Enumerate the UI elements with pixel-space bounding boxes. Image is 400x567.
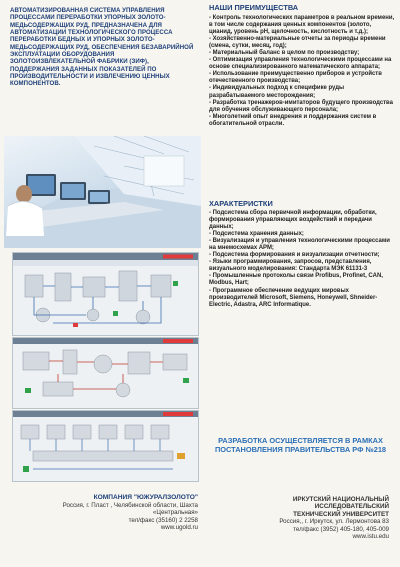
government-decree-note: РАЗРАБОТКА ОСУЩЕСТВЛЯЕТСЯ В РАМКАХ ПОСТАНОВЛЕНИЯ ПРАВИТЕЛЬСТВА РФ №218 bbox=[214, 436, 387, 454]
advantage-item: - Контроль технологических параметров в реальном времени, в том числе содержания ценных компонентов (золото, цианид, уровень pH, щелочность, кислотность и т.д.); bbox=[209, 15, 395, 36]
process-mnemonic-diagram-1 bbox=[13, 253, 198, 335]
advantage-item: - Материальный баланс в целом по производству; bbox=[209, 50, 360, 57]
scada-screenshot-2 bbox=[12, 337, 199, 409]
advantage-item: - Хозяйственно-материальные отчеты за периоды времени (смена, сутки, месяц, год); bbox=[209, 36, 386, 50]
right-column bbox=[203, 0, 396, 567]
company-phone: тел/факс (35160) 2 2258 bbox=[128, 516, 198, 524]
characteristic-item: - Промышленные протоколы связи Profibus, Profinet, CAN, Modbus, Hart; bbox=[209, 273, 383, 287]
advantage-item: - Многолетний опыт внедрения и поддержания систем в обогатительной отрасли. bbox=[209, 113, 377, 127]
advantage-item: - Оптимизация управления технологическими процессами на основе специализированного математического аппарата; bbox=[209, 57, 392, 71]
university-info bbox=[213, 496, 389, 540]
left-column bbox=[4, 0, 200, 567]
company-address: Россия, г. Пласт , Челябинской области, Шахта bbox=[62, 502, 198, 509]
university-name-line: ИССЛЕДОВАТЕЛЬСКИЙ bbox=[314, 503, 389, 511]
company-website: www.ugold.ru bbox=[160, 524, 198, 532]
process-mnemonic-diagram-3 bbox=[13, 411, 198, 481]
advantage-item: - Использование преимущественно приборов и устройств отечественного производства; bbox=[209, 71, 382, 85]
university-phone: тел/факс (3952) 405-180, 405-009 bbox=[293, 525, 389, 533]
company-name: КОМПАНИЯ "ЮЖУРАЛЗОЛОТО" bbox=[93, 494, 198, 501]
advantages-title: НАШИ ПРЕИМУЩЕСТВА bbox=[209, 3, 299, 12]
company-mine: «Центральная» bbox=[152, 509, 198, 517]
characteristic-item: - Языки программирования, запросов, представления, визуального моделирования: Стандарта МЭК 61131-3 bbox=[209, 259, 372, 273]
control-room-illustration bbox=[4, 136, 201, 248]
characteristic-item: - Подсистема сбора первичной информации, обработки, формирования управляющих воздействий и передачи данных; bbox=[209, 210, 377, 231]
characteristic-item: - Подсистема хранения данных; bbox=[209, 231, 304, 238]
advantage-item: - Разработка тренажеров-имитаторов будущего производства для обучения обслуживающего персонала; bbox=[209, 99, 393, 113]
scada-screenshot-1 bbox=[12, 252, 199, 336]
advantage-item: - Индивидуальных подход к специфике руды разрабатываемого месторождения; bbox=[209, 85, 345, 99]
characteristic-item: - Программное обеспечение ведущих мировых производителей Microsoft, Siemens, Honeywell, Shneider-Electric, Adastra, ARC Informatique. bbox=[209, 287, 378, 308]
university-name-line: ИРКУТСКИЙ НАЦИОНАЛЬНЫЙ bbox=[292, 496, 389, 503]
characteristic-item: - Визуализация и управления технологическими процессами на мнемосхемах АРМ; bbox=[209, 238, 390, 252]
characteristics-list bbox=[209, 210, 395, 309]
process-mnemonic-diagram-2 bbox=[13, 338, 198, 408]
intro-text: АВТОМАТИЗИРОВАННАЯ СИСТЕМА УПРАВЛЕНИЯ ПРОЦЕССАМИ ПЕРЕРАБОТКИ УПОРНЫХ ЗОЛОТО-МЕДЬСОДЕРЖАЩИХ РУД, ПРЕДНАЗНАЧЕНА ДЛЯ АВТОМАТИЗАЦИИ ТЕХНОЛОГИЧЕСКОГО ПРОЦЕССА ПЕРЕРАБОТКИ БЕДНЫХ И УПОРНЫХ ЗОЛОТО-МЕДЬСОДЕРЖАЩИХ РУД, ОБЕСПЕЧЕНИЯ БЕЗАВАРИЙНОЙ ЭКСПЛУАТАЦИИ ОБОРУДОВАНИЯ ЗОЛОТОИЗВЛЕКАТЕЛЬНОЙ ФАБРИКИ (ЗИФ), ПОДДЕРЖАНИЯ ЗАДАННЫХ ПОКАЗАТЕЛЕЙ ПО ПРОИЗВОДИТЕЛЬНОСТИ И ИЗВЛЕЧЕНИЮ ЦЕННЫХ КОМПОНЕНТОВ. bbox=[10, 7, 194, 88]
characteristic-item: - Подсистема формирования и визуализации отчетности; bbox=[209, 252, 380, 259]
operator-photo bbox=[4, 136, 201, 248]
scada-screenshot-3 bbox=[12, 410, 199, 482]
characteristics-title: ХАРАКТЕРИСТКИ bbox=[209, 199, 273, 208]
university-address: Россия,, г. Иркутск, ул. Лермонтова 83 bbox=[279, 518, 389, 526]
university-name-line: ТЕХНИЧЕСКИЙ УНИВЕРСИТЕТ bbox=[293, 510, 389, 518]
company-info bbox=[12, 494, 198, 532]
advantages-list bbox=[209, 15, 395, 128]
university-website: www.istu.edu bbox=[352, 533, 389, 541]
